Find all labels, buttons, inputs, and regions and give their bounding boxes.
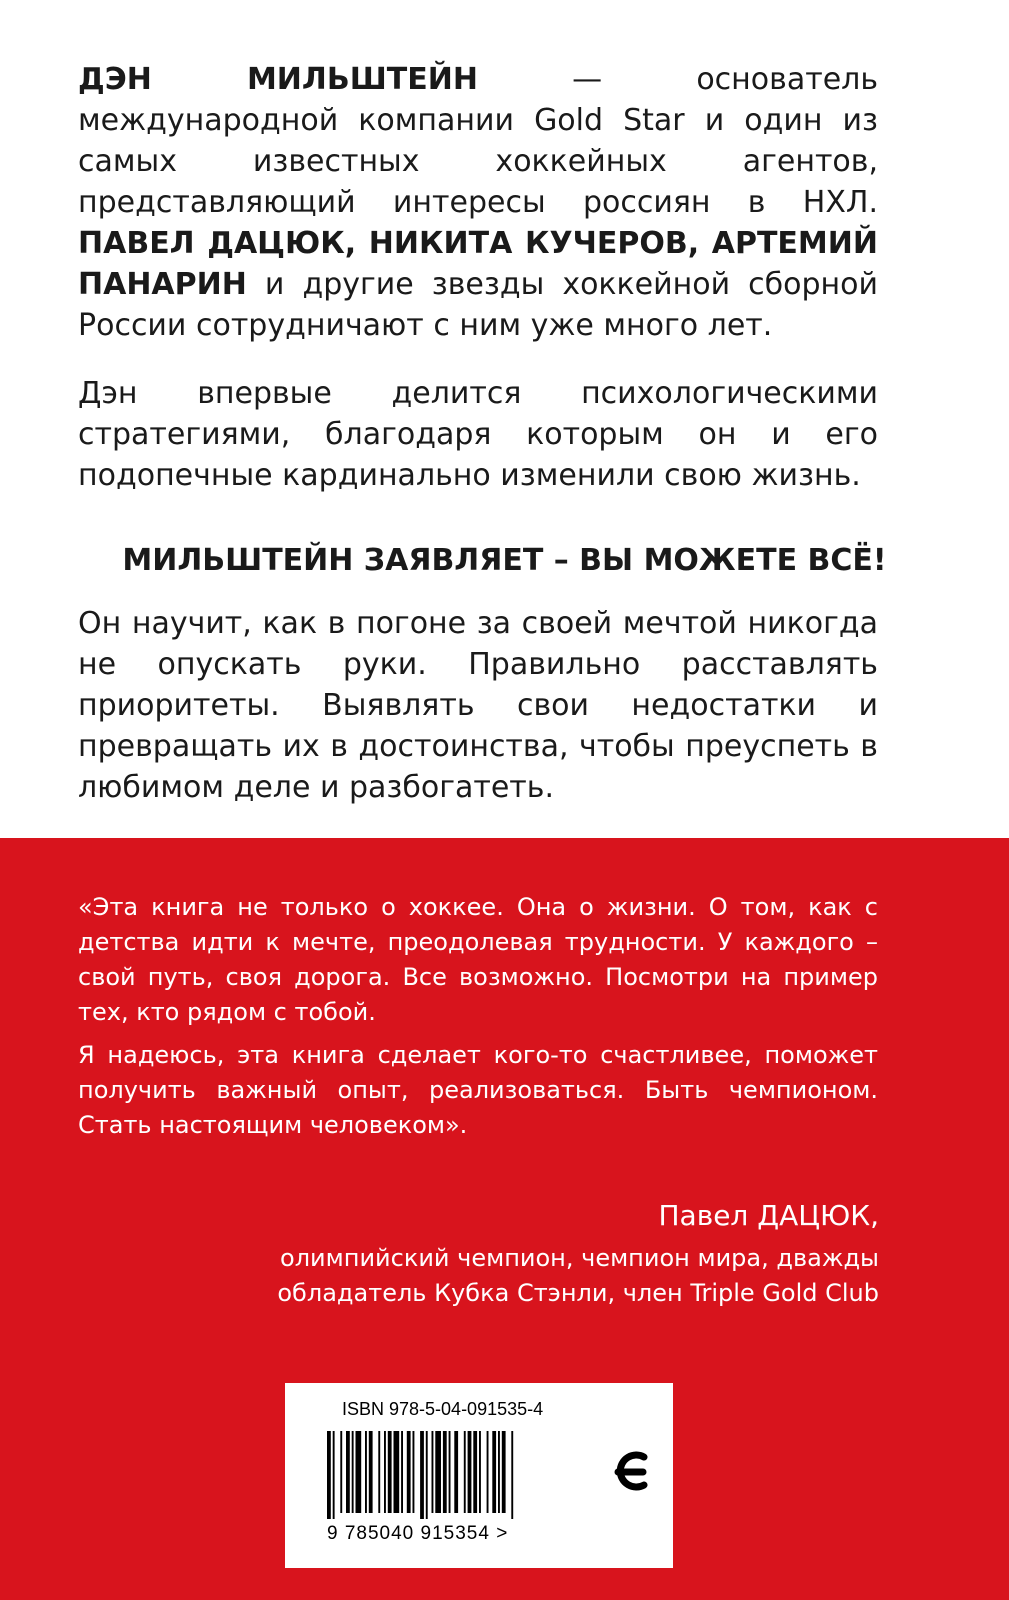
intro-paragraph-1 [78,59,878,346]
headline: МИЛЬШТЕЙН ЗАЯВЛЯЕТ – ВЫ МОЖЕТЕ ВСЁ! [122,543,887,578]
quote-section [0,838,1009,1600]
quote-paragraph-2: Я надеюсь, эта книга сделает кого-то счастливее, поможет получить важный опыт, реализоваться. Быть чемпионом. Стать настоящим человеком». [78,1041,878,1139]
quote-author-credit: олимпийский чемпион, чемпион мира, дважды обладатель Кубка Стэнли, член Triple Gold Club [277,1244,879,1307]
intro-text-1: — основатель международной компании Gold Star и один из самых известных хоккейных агентов, представляющий интересы россиян в НХЛ. [78,62,879,220]
barcode-digits: 9 785040 915354 > [327,1523,509,1544]
eksmo-logo-icon [610,1441,654,1503]
author-name: ДЭН МИЛЬШТЕЙН [78,62,478,97]
isbn-label: ISBN 978-5-04-091535-4 [342,1399,544,1419]
quote-author: Павел ДАЦЮК, [658,1199,879,1232]
barcode-bars [327,1431,582,1519]
intro-paragraph-3: Он научит, как в погоне за своей мечтой никогда не опускать руки. Правильно расставлять приоритеты. Выявлять свои недостатки и превращать их в достоинства, чтобы преуспеть в любимом деле и разбогатеть. [78,606,878,805]
quote-paragraph-1: «Эта книга не только о хоккее. Она о жизни. О том, как с детства идти к мечте, преодолевая трудности. У каждого – свой путь, своя дорога. Все возможно. Посмотри на пример тех, кто рядом с тобой. [78,893,878,1026]
intro-text-2: и другие звезды хоккейной сборной России сотрудничают с ним уже много лет. [78,267,878,343]
intro-paragraph-2: Дэн впервые делится психологическими стратегиями, благодаря которым он и его подопечные кардинально изменили свою жизнь. [78,376,878,493]
barcode-box [285,1383,673,1568]
players-names: ПАВЕЛ ДАЦЮК, НИКИТА КУЧЕРОВ, АРТЕМИЙ ПАНАРИН [78,226,878,302]
